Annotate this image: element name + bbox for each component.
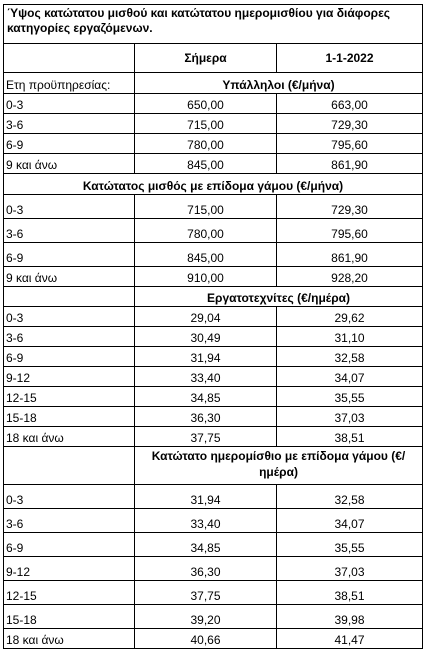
row-2022: 29,62 bbox=[277, 307, 423, 327]
row-today: 650,00 bbox=[135, 94, 277, 114]
row-2022: 31,10 bbox=[277, 327, 423, 347]
row-range: 12-15 bbox=[4, 581, 135, 605]
row-today: 37,75 bbox=[135, 427, 277, 447]
row-range: 15-18 bbox=[4, 605, 135, 629]
row-range: 0-3 bbox=[4, 195, 135, 219]
table-title: Ύψος κατώτατου μισθού και κατώτατου ημερομισθίου για διάφορες κατηγορίες εργαζόμενων. bbox=[4, 5, 423, 44]
row-range: 9-12 bbox=[4, 367, 135, 387]
row-range: 6-9 bbox=[4, 533, 135, 557]
row-today: 780,00 bbox=[135, 134, 277, 154]
row-today: 33,40 bbox=[135, 367, 277, 387]
row-today: 37,75 bbox=[135, 581, 277, 605]
row-today: 910,00 bbox=[135, 267, 277, 287]
row-2022: 729,30 bbox=[277, 195, 423, 219]
row-today: 36,30 bbox=[135, 407, 277, 427]
row-range: 6-9 bbox=[4, 243, 135, 267]
row-2022: 34,07 bbox=[277, 367, 423, 387]
row-range: 3-6 bbox=[4, 509, 135, 533]
row-today: 36,30 bbox=[135, 557, 277, 581]
row-range: 3-6 bbox=[4, 327, 135, 347]
row-range: 0-3 bbox=[4, 485, 135, 509]
row-range: 3-6 bbox=[4, 219, 135, 243]
row-2022: 32,58 bbox=[277, 485, 423, 509]
experience-label: Ετη προϋπηρεσίας: bbox=[4, 73, 135, 94]
row-today: 29,04 bbox=[135, 307, 277, 327]
row-2022: 38,51 bbox=[277, 427, 423, 447]
row-range: 6-9 bbox=[4, 134, 135, 154]
row-2022: 729,30 bbox=[277, 114, 423, 134]
row-2022: 32,58 bbox=[277, 347, 423, 367]
row-range: 12-15 bbox=[4, 387, 135, 407]
row-2022: 663,00 bbox=[277, 94, 423, 114]
header-today: Σήμερα bbox=[135, 44, 277, 73]
row-2022: 861,90 bbox=[277, 243, 423, 267]
row-today: 780,00 bbox=[135, 219, 277, 243]
row-range: 9-12 bbox=[4, 557, 135, 581]
row-2022: 39,98 bbox=[277, 605, 423, 629]
row-today: 715,00 bbox=[135, 195, 277, 219]
row-range: 0-3 bbox=[4, 307, 135, 327]
row-range: 9 και άνω bbox=[4, 267, 135, 287]
row-today: 715,00 bbox=[135, 114, 277, 134]
row-2022: 41,47 bbox=[277, 629, 423, 649]
row-range: 0-3 bbox=[4, 94, 135, 114]
row-today: 39,20 bbox=[135, 605, 277, 629]
row-2022: 38,51 bbox=[277, 581, 423, 605]
minimum-wage-table bbox=[3, 4, 423, 649]
row-2022: 861,90 bbox=[277, 154, 423, 174]
row-today: 31,94 bbox=[135, 347, 277, 367]
row-2022: 34,07 bbox=[277, 509, 423, 533]
header-2022: 1-1-2022 bbox=[277, 44, 423, 73]
row-range: 9 και άνω bbox=[4, 154, 135, 174]
row-range: 18 και άνω bbox=[4, 427, 135, 447]
row-today: 34,85 bbox=[135, 387, 277, 407]
header-col-1 bbox=[4, 44, 135, 73]
row-2022: 795,60 bbox=[277, 134, 423, 154]
row-range: 15-18 bbox=[4, 407, 135, 427]
row-today: 40,66 bbox=[135, 629, 277, 649]
section-label: Υπάλληλοι (€/μήνα) bbox=[135, 73, 423, 94]
section-spacer bbox=[4, 447, 135, 485]
row-today: 31,94 bbox=[135, 485, 277, 509]
row-2022: 795,60 bbox=[277, 219, 423, 243]
row-today: 845,00 bbox=[135, 243, 277, 267]
row-range: 18 και άνω bbox=[4, 629, 135, 649]
row-today: 34,85 bbox=[135, 533, 277, 557]
row-2022: 35,55 bbox=[277, 533, 423, 557]
section-label: Κατώτατος μισθός με επίδομα γάμου (€/μήνα) bbox=[4, 174, 423, 195]
row-today: 845,00 bbox=[135, 154, 277, 174]
row-range: 3-6 bbox=[4, 114, 135, 134]
section-spacer bbox=[4, 287, 135, 307]
row-today: 33,40 bbox=[135, 509, 277, 533]
section-label: Εργατοτεχνίτες (€/ημέρα) bbox=[135, 287, 423, 307]
row-range: 6-9 bbox=[4, 347, 135, 367]
section-label: Κατώτατο ημερομίσθιο με επίδομα γάμου (€/ ημέρα) bbox=[135, 447, 423, 485]
row-2022: 37,03 bbox=[277, 407, 423, 427]
row-2022: 37,03 bbox=[277, 557, 423, 581]
row-2022: 928,20 bbox=[277, 267, 423, 287]
row-2022: 35,55 bbox=[277, 387, 423, 407]
row-today: 30,49 bbox=[135, 327, 277, 347]
